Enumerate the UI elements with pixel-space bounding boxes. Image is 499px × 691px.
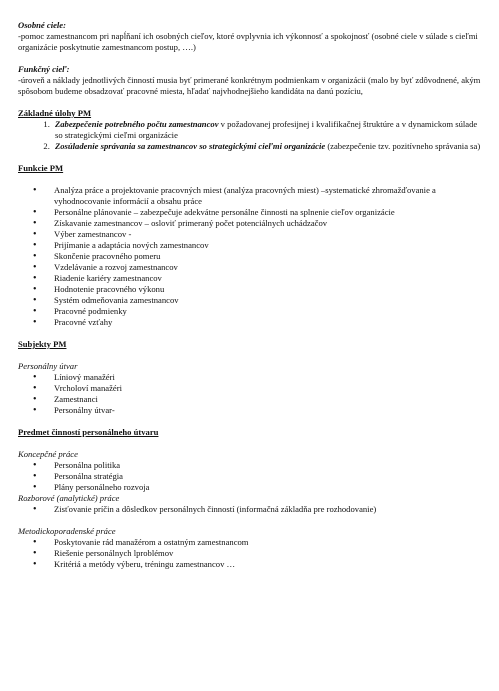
zakladne-ulohy-title: Základné úlohy PM — [18, 108, 92, 118]
rozborove-list — [18, 504, 483, 515]
list-item: • Vrcholoví manažéri — [54, 383, 483, 394]
list-item: • Personálne plánovanie – zabezpečuje adekvátne personálne činnosti na splnenie cieľov organizácie — [54, 207, 483, 218]
funkcny-ciel-title: Funkčný cieľ: — [18, 64, 70, 74]
list-item: • Personálna stratégia — [54, 471, 483, 482]
list-item: • Pracovné vzťahy — [54, 317, 483, 328]
funkcny-ciel-text: -úroveň a náklady jednotlivých činností musia byť primerané konkrétnym podmienkam v organizácii (malo by byť zdôvodnené, akým spôsobom budeme obsadzovať pracovné miesta, hľadať najvhodnejšieho kandidáta na danú pozíciu, — [18, 75, 481, 96]
list-item: • Riadenie kariéry zamestnancov — [54, 273, 483, 284]
list-item: • Zamestnanci — [54, 394, 483, 405]
metodickoporadenske-prace-subtitle: Metodickoporadenské práce — [18, 526, 116, 536]
list-item: • Kritériá a metódy výberu, tréningu zamestnancov … — [54, 559, 483, 570]
personalny-utvar-subtitle: Personálny útvar — [18, 361, 78, 371]
list-item: • Pracovné podmienky — [54, 306, 483, 317]
list-item: • Vzdelávanie a rozvoj zamestnancov — [54, 262, 483, 273]
list-item: • Prijímanie a adaptácia nových zamestnancov — [54, 240, 483, 251]
funkcie-pm-list — [18, 185, 483, 328]
list-item: • Personálna politika — [54, 460, 483, 471]
funkcie-pm-title: Funkcie PM — [18, 163, 64, 173]
metodicko-list — [18, 537, 483, 570]
document-page — [18, 20, 483, 570]
list-item: • Systém odmeňovania zamestnancov — [54, 295, 483, 306]
list-item: • Skončenie pracovného pomeru — [54, 251, 483, 262]
list-item: • Líniový manažéri — [54, 372, 483, 383]
list-item: • Plány personálneho rozvoja — [54, 482, 483, 493]
koncepcne-prace-subtitle: Koncepčné práce — [18, 449, 78, 459]
subjekty-list — [18, 372, 483, 416]
list-item: 2. Zosúladenie správania sa zamestnancov so strategickými cieľmi organizácie (zabezpečenie tzv. pozitívneho správania sa) — [52, 141, 483, 152]
list-item: • Výber zamestnancov - — [54, 229, 483, 240]
rozborove-prace-subtitle: Rozborové (analytické) práce — [18, 493, 120, 503]
list-item: • Riešenie personálnych lproblémov — [54, 548, 483, 559]
list-item: • Zisťovanie príčin a dôsledkov personálnych činností (informačná základňa pre rozhodovanie) — [54, 504, 483, 515]
list-item: • Poskytovanie rád manažérom a ostatným zamestnancom — [54, 537, 483, 548]
list-item: • Analýza práce a projektovanie pracovných miest (analýza pracovných miest) –systematické zhromažďovanie a vyhodnocovanie informácií a obsahu práce — [54, 185, 483, 207]
koncepcne-list — [18, 460, 483, 493]
osobne-ciele-text: -pomoc zamestnancom pri napĺňaní ich osobných cieľov, ktoré ovplyvnia ich výkonnosť a spokojnosť (osobné ciele v súlade s cieľmi organizácie poskytnutie zamestnancom postup, ….) — [18, 31, 478, 52]
subjekty-pm-title: Subjekty PM — [18, 339, 67, 349]
list-item: • Získavanie zamestnancov – osloviť primeraný počet potenciálnych uchádzačov — [54, 218, 483, 229]
list-item: • Hodnotenie pracovného výkonu — [54, 284, 483, 295]
list-item: 1. Zabezpečenie potrebného počtu zamestnancov v požadovanej profesijnej i kvalifikačnej štruktúre a v dynamickom súlade so strategickými cieľmi organizácie — [52, 119, 483, 141]
predmet-cinnosti-title: Predmet činností personálneho útvaru — [18, 427, 159, 437]
list-item: • Personálny útvar- — [54, 405, 483, 416]
zakladne-ulohy-list — [18, 119, 483, 152]
osobne-ciele-title: Osobné ciele: — [18, 20, 66, 30]
